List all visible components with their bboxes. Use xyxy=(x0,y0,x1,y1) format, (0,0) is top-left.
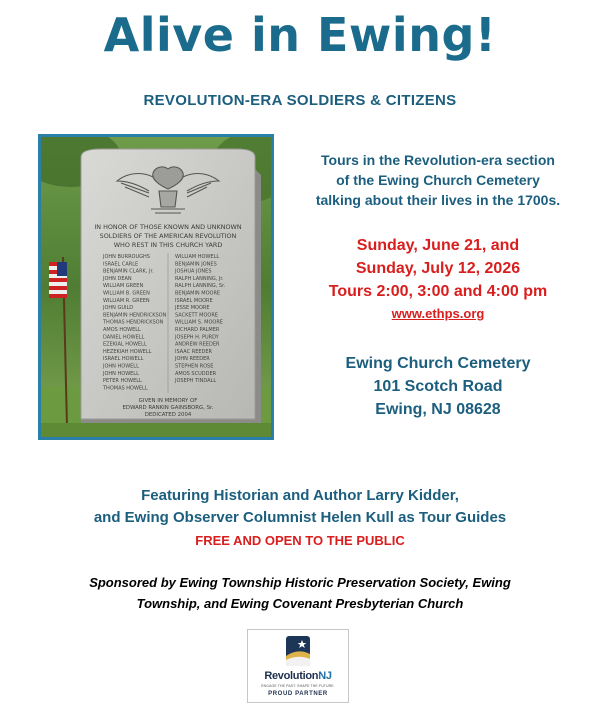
monument-name: BENJAMIN HENDRICKSON xyxy=(103,312,167,319)
monument-name: HEZEKIAH HOWELL xyxy=(103,348,152,355)
tour-dates xyxy=(283,234,593,325)
logo-wordmark xyxy=(248,670,348,682)
logo-emblem-icon xyxy=(248,630,348,670)
monument-name: JOSEPH TINDALL xyxy=(175,378,217,385)
monument-name: ISRAEL CARLE xyxy=(103,261,139,268)
monument-name: AMOS SCUDDER xyxy=(175,370,217,377)
monument-heading-line3: WHO REST IN THIS CHURCH YARD xyxy=(113,241,223,249)
poster-title: Alive in Ewing! xyxy=(103,8,497,62)
monument-name: JOHN BURROUGHS xyxy=(103,254,150,260)
location-street: 101 Scotch Road xyxy=(373,378,503,395)
monument-name: JOHN HOWELL xyxy=(103,363,139,370)
monument-name: BENJAMIN CLARK, Jr. xyxy=(103,268,154,275)
location-block xyxy=(283,352,593,421)
monument-name: JOHN DEAN xyxy=(103,275,132,282)
tour-description-line2: of the Ewing Church Cemetery xyxy=(336,172,540,188)
monument-photo-image xyxy=(41,137,271,437)
monument-name: RICHARD PALMER xyxy=(175,327,220,333)
logo-tagline: ENGAGE THE PAST. SHAPE THE FUTURE. xyxy=(261,684,335,688)
tour-description-line3: talking about their lives in the 1700s. xyxy=(315,192,561,208)
monument-name: JOHN HOWELL xyxy=(103,370,139,377)
sponsor-block xyxy=(40,572,560,614)
monument-name: BENJAMIN MOORE xyxy=(175,290,221,297)
monument-name: THOMAS HENDRICKSON xyxy=(103,319,164,326)
tour-times: Tours 2:00, 3:00 and 4:00 pm xyxy=(328,283,548,300)
monument-name: WILLIAM S. MOORE xyxy=(175,319,223,326)
website-link[interactable]: www.ethps.org xyxy=(391,306,485,321)
monument-name: WILLIAM HOWELL xyxy=(175,254,220,260)
monument-name: JOHN REEDER xyxy=(175,356,210,363)
featuring-line2: and Ewing Observer Columnist Helen Kull as Tour Guides xyxy=(93,509,507,526)
monument-name: ISRAEL MOORE xyxy=(175,297,213,304)
monument-name: JOSHUA JONES xyxy=(175,268,212,275)
monument-name: ISRAEL HOWELL xyxy=(103,356,144,363)
monument-name: STEPHEN ROSE xyxy=(175,363,214,370)
tour-description-line1: Tours in the Revolution-era section xyxy=(321,152,555,168)
free-admission-notice: FREE AND OPEN TO THE PUBLIC xyxy=(195,533,405,548)
featuring-line1: Featuring Historian and Author Larry Kidder, xyxy=(141,487,459,504)
monument-memory-line1: GIVEN IN MEMORY OF xyxy=(138,398,198,404)
monument-name: RALPH LANNING, Jr. xyxy=(175,275,224,282)
monument-name: WILLIAM GREEN xyxy=(103,283,144,290)
monument-memory-line2: EDWARD RANKIN GAINSBORG, Sr. xyxy=(122,405,214,411)
monument-name: ISAAC REEDER xyxy=(175,348,212,355)
monument-name: AMOS HOWELL xyxy=(103,327,141,333)
monument-name: RALPH LANNING, Sr. xyxy=(175,283,226,290)
sponsor-line2: Township, and Ewing Covenant Presbyterian Church xyxy=(136,596,464,611)
monument-name: DANIEL HOWELL xyxy=(103,334,145,341)
poster-subtitle: REVOLUTION-ERA SOLDIERS & CITIZENS xyxy=(143,92,457,109)
monument-name: BENJAMIN JONES xyxy=(175,261,217,268)
monument-heading-line2: SOLDIERS OF THE AMERICAN REVOLUTION xyxy=(99,232,237,240)
monument-heading-line1: IN HONOR OF THOSE KNOWN AND UNKNOWN xyxy=(94,223,242,231)
monument-photo xyxy=(38,134,274,440)
monument-name: WILLIAM B. GREEN xyxy=(103,290,150,297)
location-name: Ewing Church Cemetery xyxy=(345,355,531,372)
monument-name: EZEKIAL HOWELL xyxy=(103,341,147,348)
monument-name: PETER HOWELL xyxy=(103,378,142,385)
monument-name: ANDREW REEDER xyxy=(175,341,220,348)
logo-partner-label: PROUD PARTNER xyxy=(268,691,328,697)
monument-name: JOSEPH H. PURDY xyxy=(175,334,219,341)
monument-name: WILLIAM R. GREEN xyxy=(103,297,150,304)
date-line2: Sunday, July 12, 2026 xyxy=(355,260,521,277)
featuring-block xyxy=(0,485,600,529)
revolution-nj-logo xyxy=(247,629,349,703)
monument-name: JESSE MOORE xyxy=(175,305,210,312)
monument-name: THOMAS HOWELL xyxy=(103,385,148,392)
sponsor-line1: Sponsored by Ewing Township Historic Preservation Society, Ewing xyxy=(89,575,511,590)
monument-name: SACKETT MOORE xyxy=(175,312,218,319)
monument-name: JOHN GUILD xyxy=(103,305,134,312)
date-line1: Sunday, June 21, and xyxy=(356,237,520,254)
logo-wordmark-nj: NJ xyxy=(318,670,332,682)
monument-memory-line3: DEDICATED 2004 xyxy=(144,412,192,418)
logo-wordmark-main: Revolution xyxy=(264,670,319,682)
tour-description xyxy=(283,150,593,210)
location-city: Ewing, NJ 08628 xyxy=(375,401,501,418)
